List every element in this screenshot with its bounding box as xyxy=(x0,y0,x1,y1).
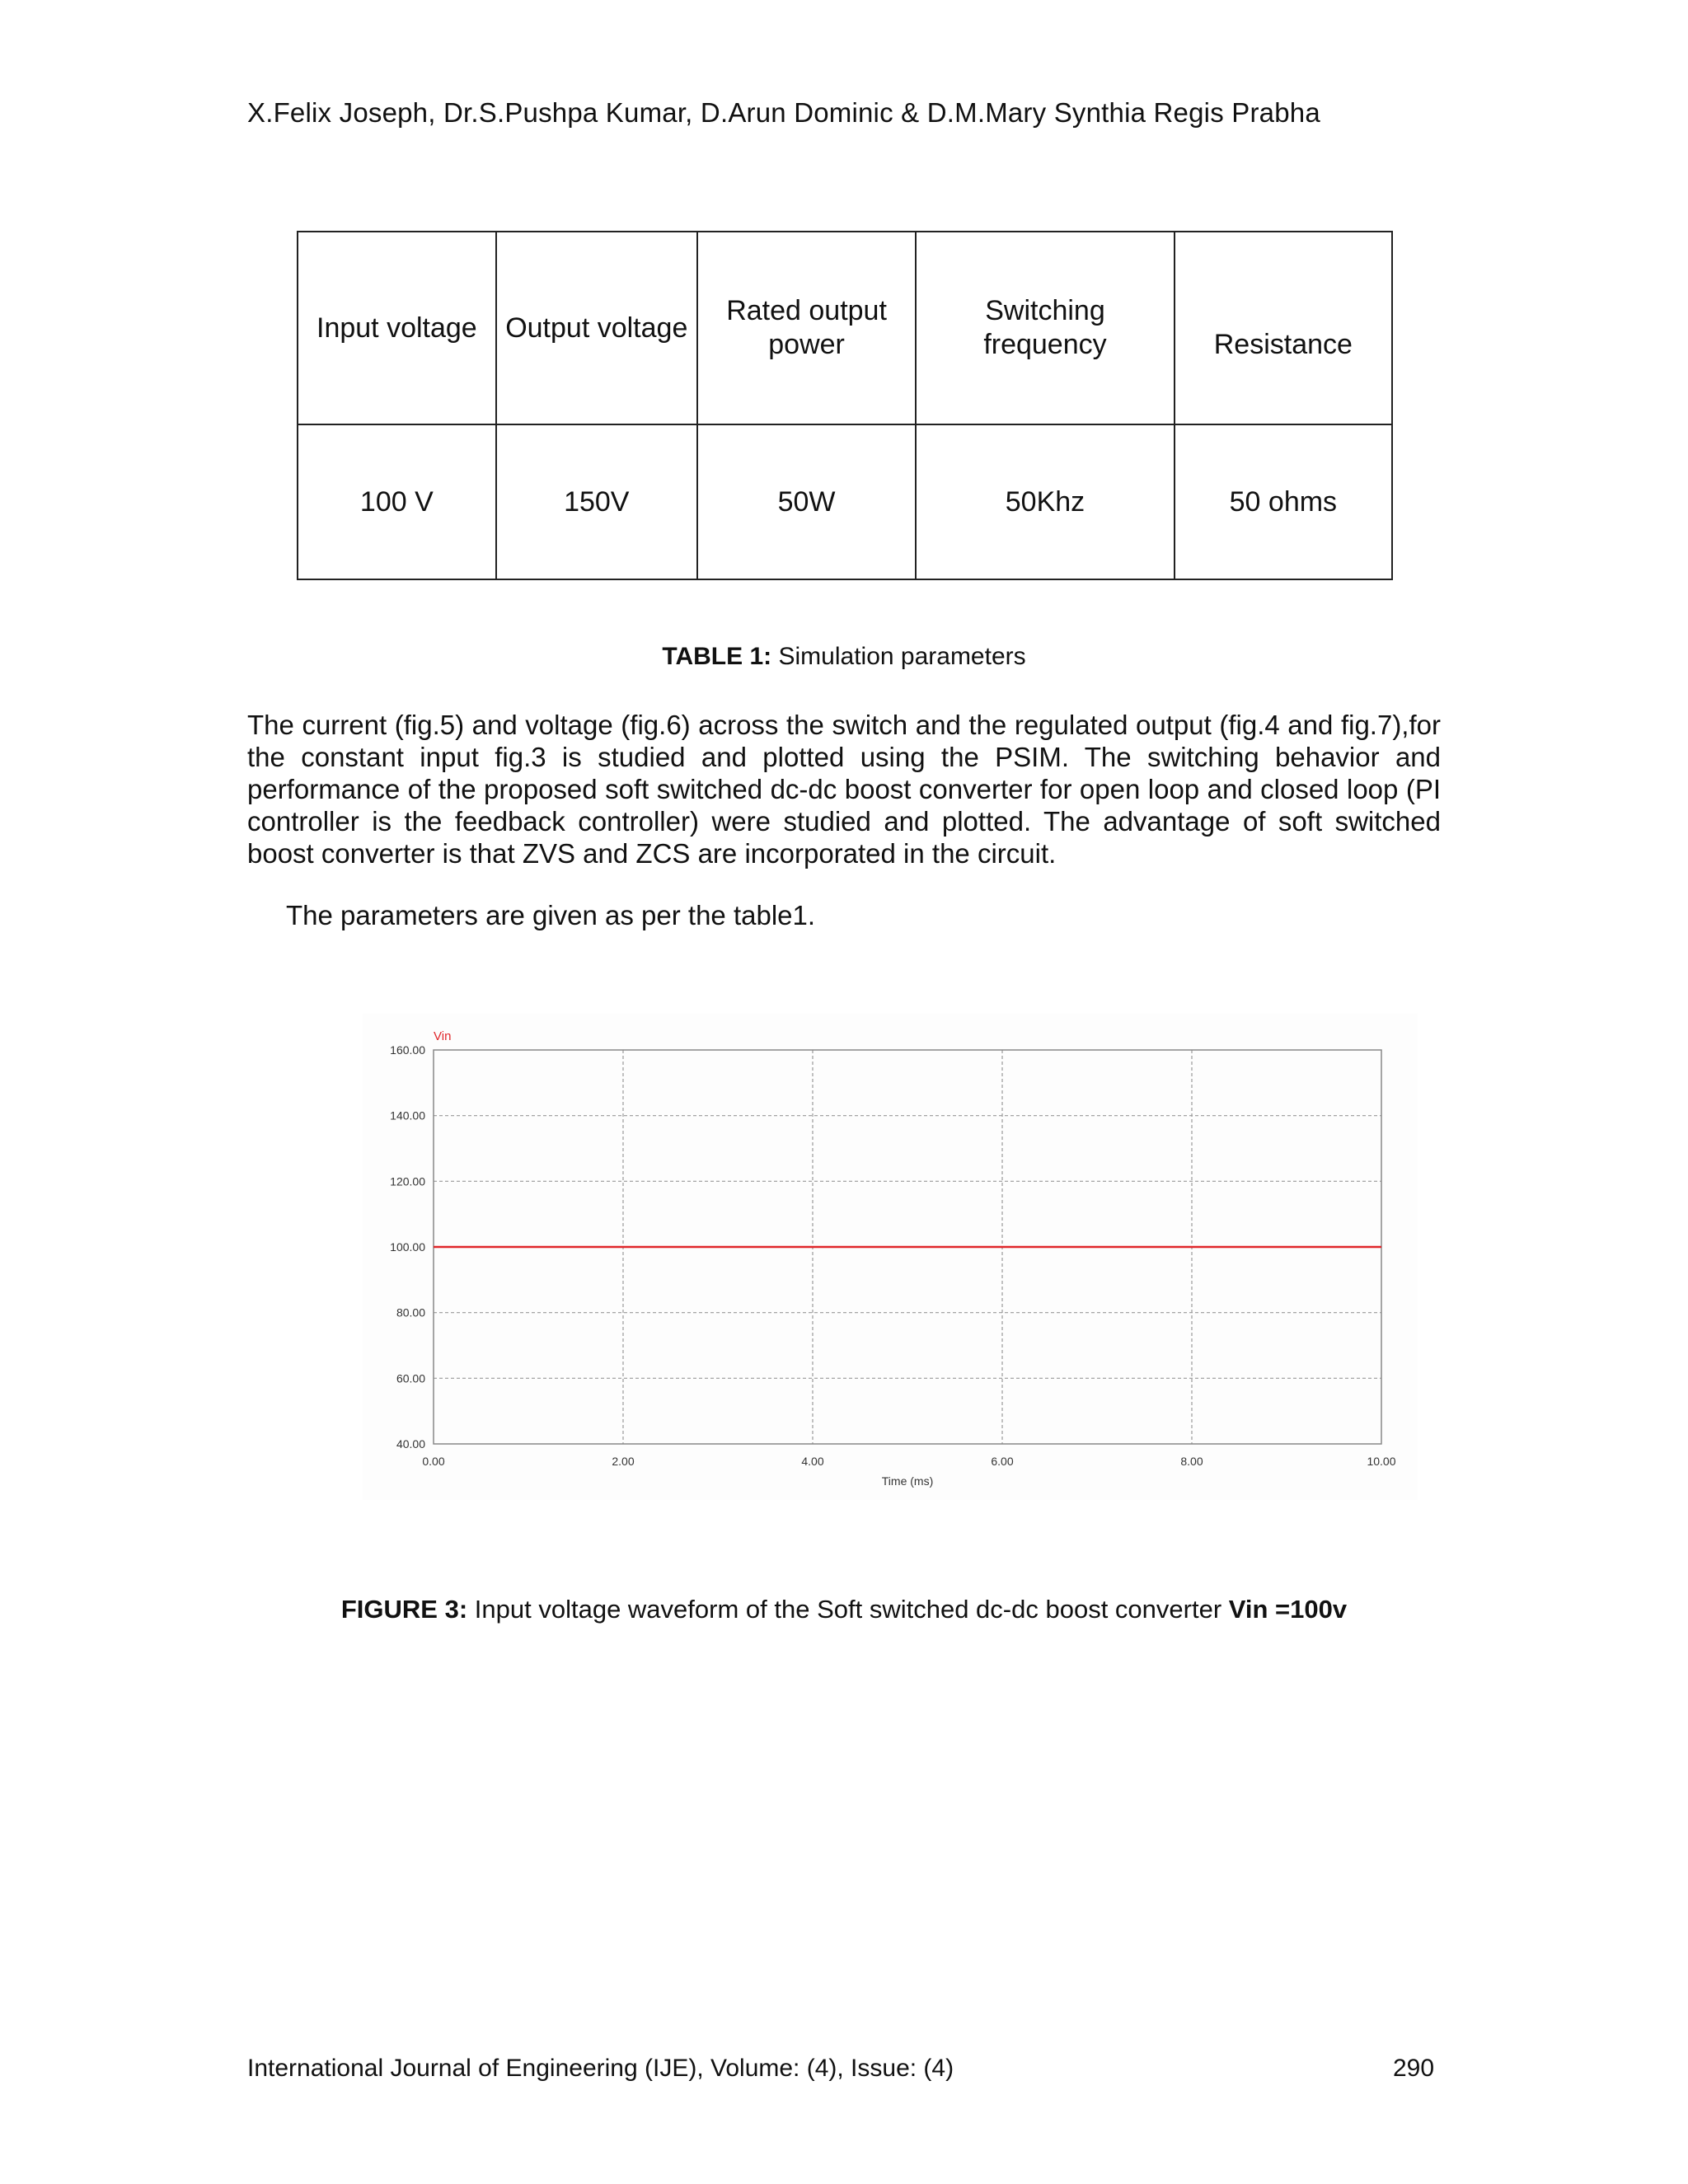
footer-journal: International Journal of Engineering (IJE), Volume: (4), Issue: (4) xyxy=(247,2055,954,2082)
chart-background xyxy=(363,1014,1418,1500)
table-cell: 100 V xyxy=(298,424,496,579)
y-tick-label: 60.00 xyxy=(396,1371,425,1385)
figure-caption-value: Vin =100v xyxy=(1228,1595,1348,1624)
input-voltage-chart xyxy=(363,1014,1418,1500)
y-tick-label: 40.00 xyxy=(396,1437,425,1451)
table-caption-text: Simulation parameters xyxy=(771,643,1026,670)
table-header-label: Resistance xyxy=(1213,328,1353,360)
x-tick-label: 4.00 xyxy=(801,1455,824,1468)
running-header: X.Felix Joseph, Dr.S.Pushpa Kumar, D.Arun Dominic & D.M.Mary Synthia Regis Prabha xyxy=(247,97,1320,128)
y-tick-label: 80.00 xyxy=(396,1305,425,1319)
figure-caption-text: Input voltage waveform of the Soft switched dc-dc boost converter xyxy=(467,1595,1229,1624)
table-header-cell: Input voltage xyxy=(298,232,496,424)
table-caption xyxy=(0,643,1688,671)
x-tick-label: 0.00 xyxy=(422,1455,445,1468)
table-cell: 50Khz xyxy=(916,424,1174,579)
simulation-parameters-table xyxy=(297,231,1393,580)
table-cell: 50 ohms xyxy=(1175,424,1392,579)
y-tick-label: 120.00 xyxy=(390,1174,425,1188)
table-header-cell: Output voltage xyxy=(496,232,697,424)
table-header-cell: Rated output power xyxy=(697,232,916,424)
table-cell: 150V xyxy=(496,424,697,579)
table-header-cell xyxy=(1175,232,1392,424)
body-paragraph: The current (fig.5) and voltage (fig.6) across the switch and the regulated output (fig.4 and fig.7),for the constant input fig.3 is studied and plotted using the PSIM. The switching behavior and performance of the proposed soft switched dc-dc boost converter for open loop and closed loop (PI controller is the feedback controller) were studied and plotted. The advantage of soft switched boost converter is that ZVS and ZCS are incorporated in the circuit. xyxy=(247,710,1441,869)
x-axis-label: Time (ms) xyxy=(881,1474,934,1488)
y-tick-label: 140.00 xyxy=(390,1108,425,1122)
x-tick-label: 6.00 xyxy=(991,1455,1014,1468)
y-tick-label: 160.00 xyxy=(390,1043,425,1057)
table-cell: 50W xyxy=(697,424,916,579)
table-row xyxy=(298,424,1392,579)
body-paragraph-2: The parameters are given as per the table1. xyxy=(286,900,816,930)
x-tick-label: 8.00 xyxy=(1180,1455,1203,1468)
legend-label-vin: Vin xyxy=(434,1029,452,1043)
table-header-row xyxy=(298,232,1392,424)
x-tick-label: 2.00 xyxy=(612,1455,635,1468)
x-tick-label: 10.00 xyxy=(1367,1455,1396,1468)
y-tick-label: 100.00 xyxy=(390,1240,425,1254)
figure-caption xyxy=(0,1595,1688,1624)
table-header-cell: Switching frequency xyxy=(916,232,1174,424)
table-caption-label: TABLE 1: xyxy=(662,643,772,670)
figure-caption-label: FIGURE 3: xyxy=(340,1595,468,1624)
page-number: 290 xyxy=(1393,2055,1435,2082)
